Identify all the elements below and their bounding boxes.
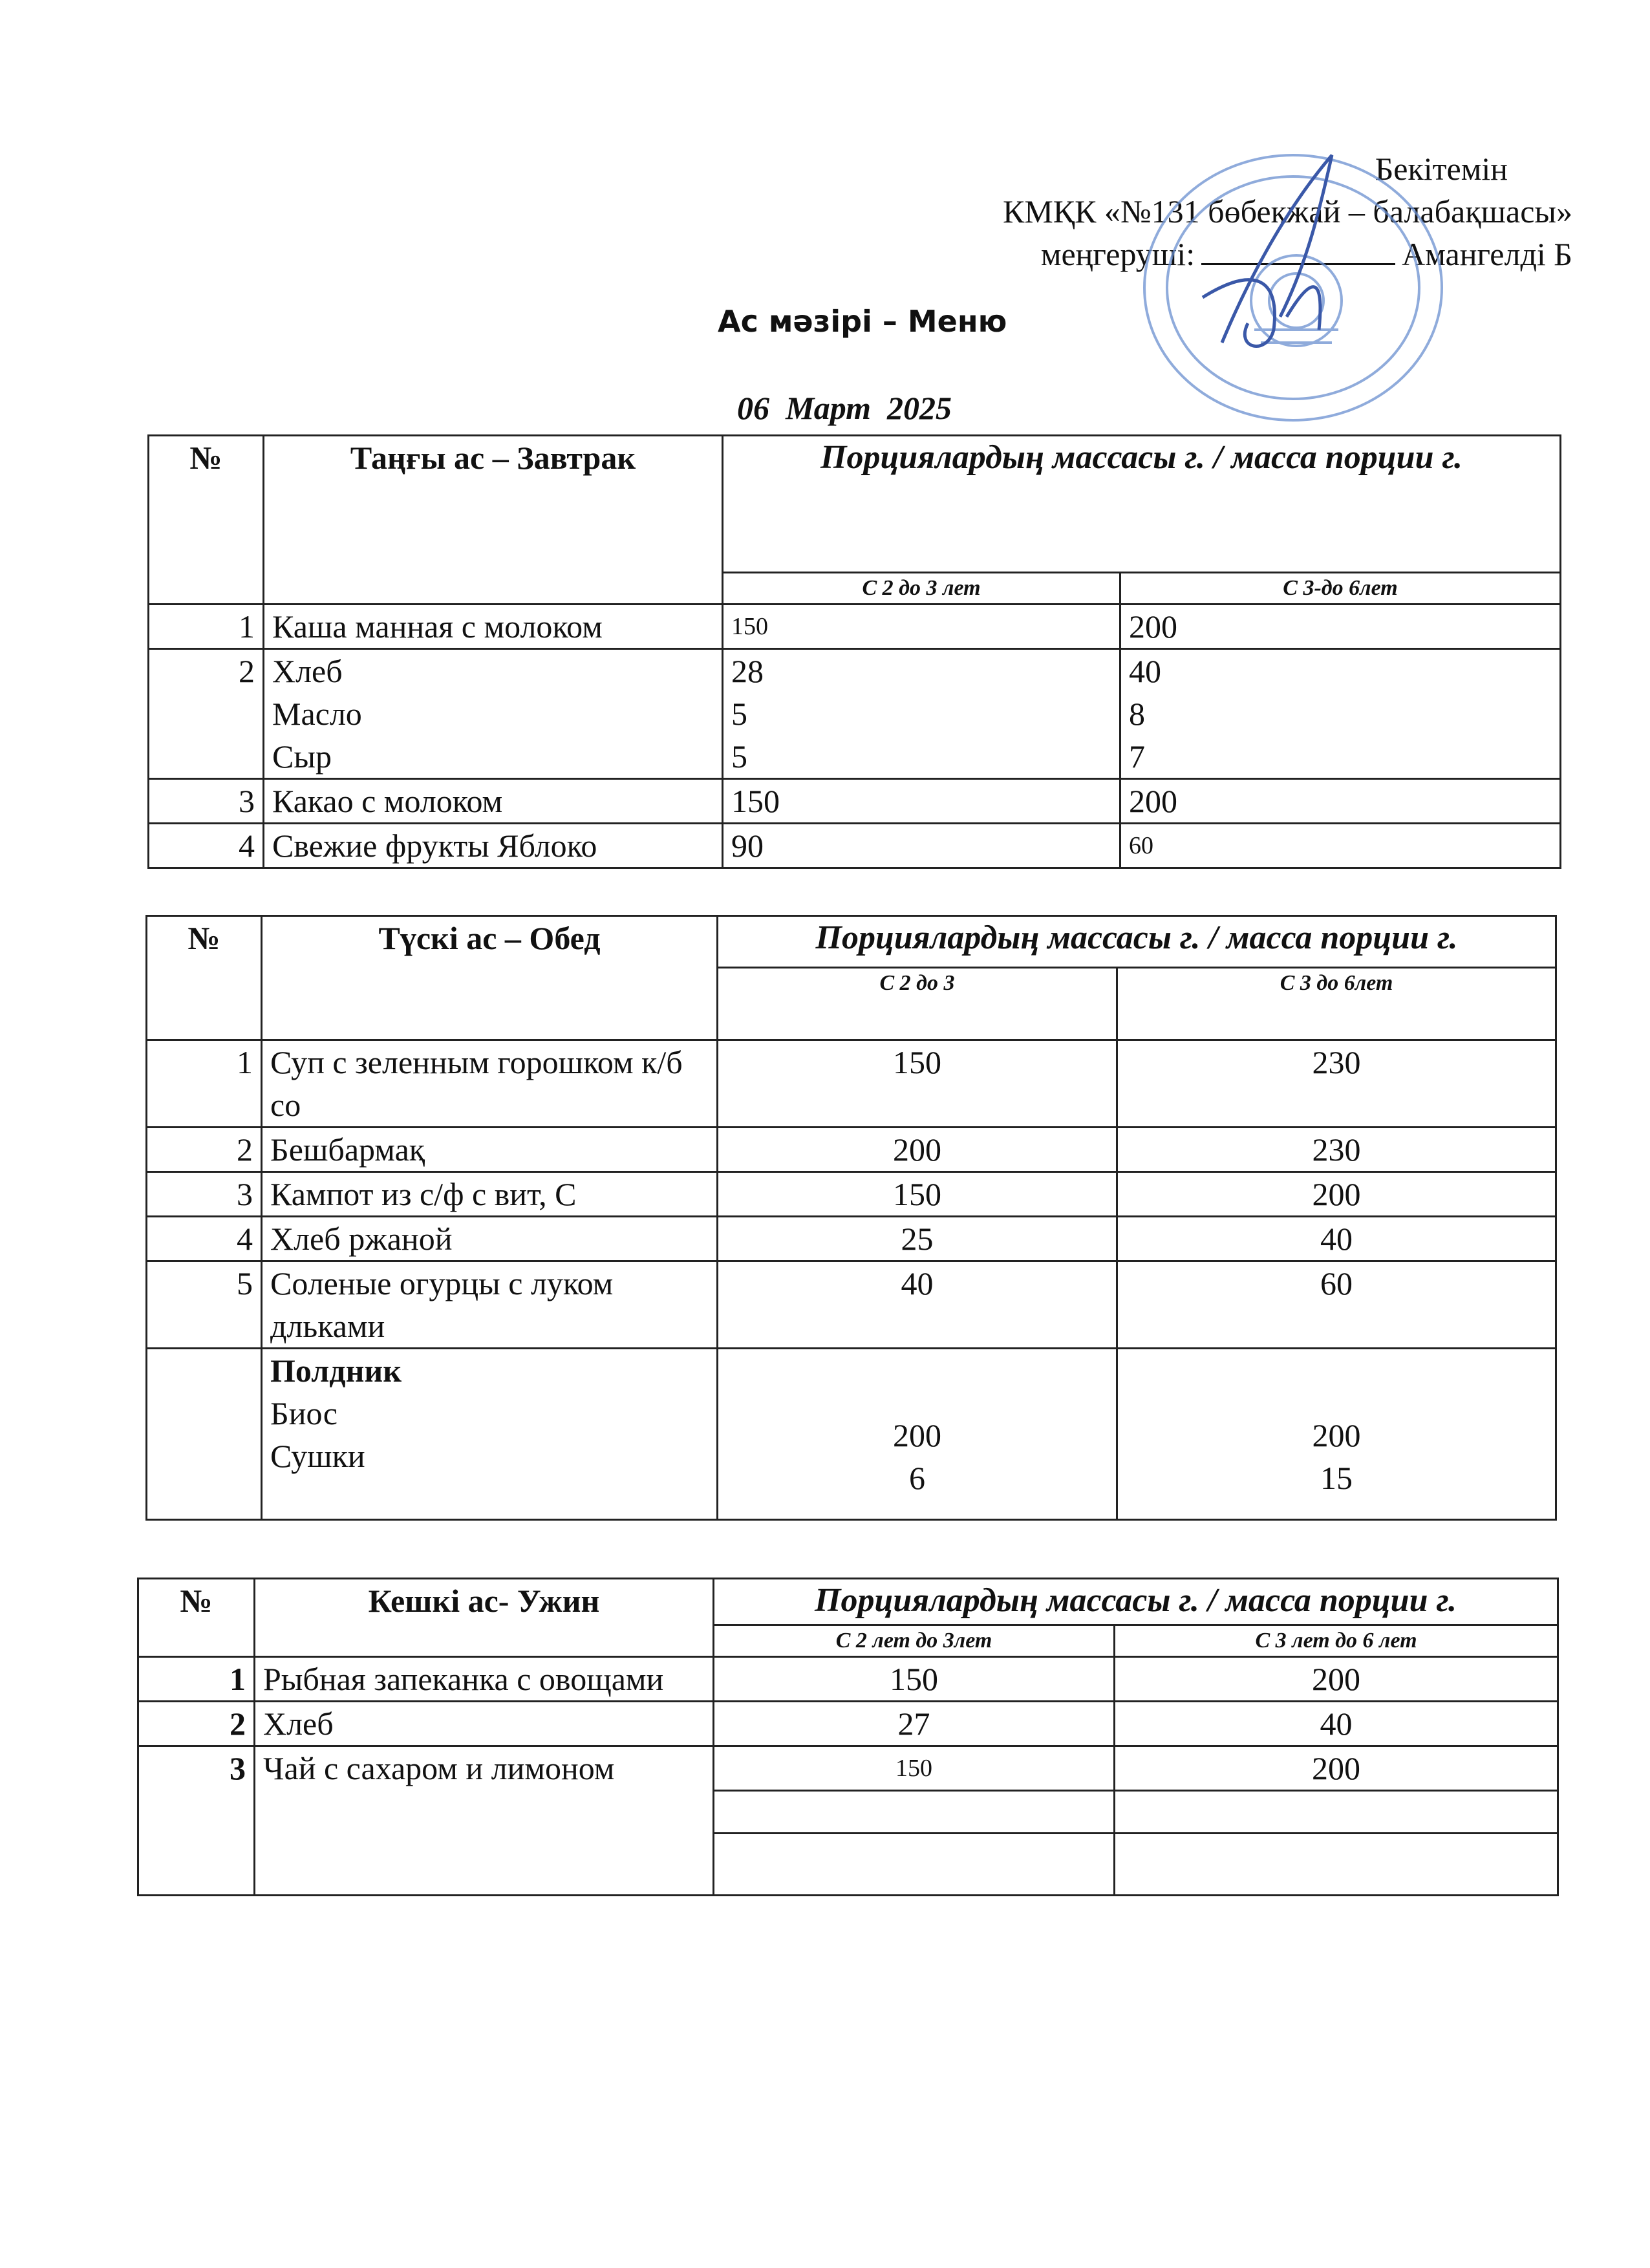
table-row: 1 Рыбная запеканка с овощами 150 200	[138, 1657, 1558, 1702]
age-group-1: С 2 лет до 3лет	[714, 1625, 1115, 1657]
age-group-2: С 3 лет до 6 лет	[1115, 1625, 1558, 1657]
breakfast-table	[147, 434, 1561, 869]
official-stamp	[1125, 136, 1461, 433]
col-meal: Таңғы ас – Завтрак	[264, 436, 723, 604]
table-row: 4 Свежие фрукты Яблоко 90 60	[149, 824, 1561, 868]
approve-word: Бекітемін	[1375, 151, 1508, 187]
table-row: 1 Каша манная с молоком 150 200	[149, 604, 1561, 649]
table-row: 3 Какао с молоком 150 200	[149, 779, 1561, 824]
col-mass: Порциялардың массасы г. / масса порции г.	[718, 916, 1556, 968]
table-row: 2 Бешбармақ 200 230	[147, 1128, 1556, 1172]
lunch-table	[145, 915, 1557, 1521]
head-label: меңгеруші:	[1040, 236, 1195, 272]
table-row: 5 Соленые огурцы с луком дльками 40 60	[147, 1261, 1556, 1349]
age-group-1: С 2 до 3	[718, 968, 1117, 1040]
menu-date: 06 Март 2025	[737, 390, 952, 426]
snack-row: Полдник Биос Сушки 200 6 200 15	[147, 1349, 1556, 1520]
table-row: 2 Хлеб Масло Сыр 28 5 5 40 8 7	[149, 649, 1561, 779]
table-row: 3 Кампот из с/ф с вит, С 150 200	[147, 1172, 1556, 1217]
col-meal: Түскі ас – Обед	[262, 916, 718, 1040]
signature-scribble	[1203, 155, 1332, 346]
col-mass: Порциялардың массасы г. / масса порции г.	[723, 436, 1561, 573]
table-row: 2 Хлеб 27 40	[138, 1702, 1558, 1746]
col-meal: Кешкі ас- Ужин	[255, 1579, 714, 1657]
col-number: №	[149, 436, 264, 604]
col-mass: Порциялардың массасы г. / масса порции г.	[714, 1579, 1558, 1625]
col-number: №	[138, 1579, 255, 1657]
age-group-1: С 2 до 3 лет	[723, 573, 1120, 604]
organization-name: КМҚК «№131 бөбекжай – балабақшасы»	[1002, 193, 1572, 230]
age-group-2: С 3 до 6лет	[1117, 968, 1556, 1040]
menu-title: Ас мәзірі – Меню	[718, 304, 1007, 339]
snack-title: Полдник	[270, 1353, 402, 1389]
head-name: Амангелді Б	[1402, 236, 1572, 272]
dinner-table	[137, 1578, 1559, 1896]
table-row: 1 Суп с зеленным горошком к/б со 150 230	[147, 1040, 1556, 1128]
table-row: 3 Чай с сахаром и лимоном 150 200	[138, 1746, 1558, 1791]
col-number: №	[147, 916, 262, 1040]
table-row: 4 Хлеб ржаной 25 40	[147, 1217, 1556, 1261]
age-group-2: С 3-до 6лет	[1120, 573, 1561, 604]
